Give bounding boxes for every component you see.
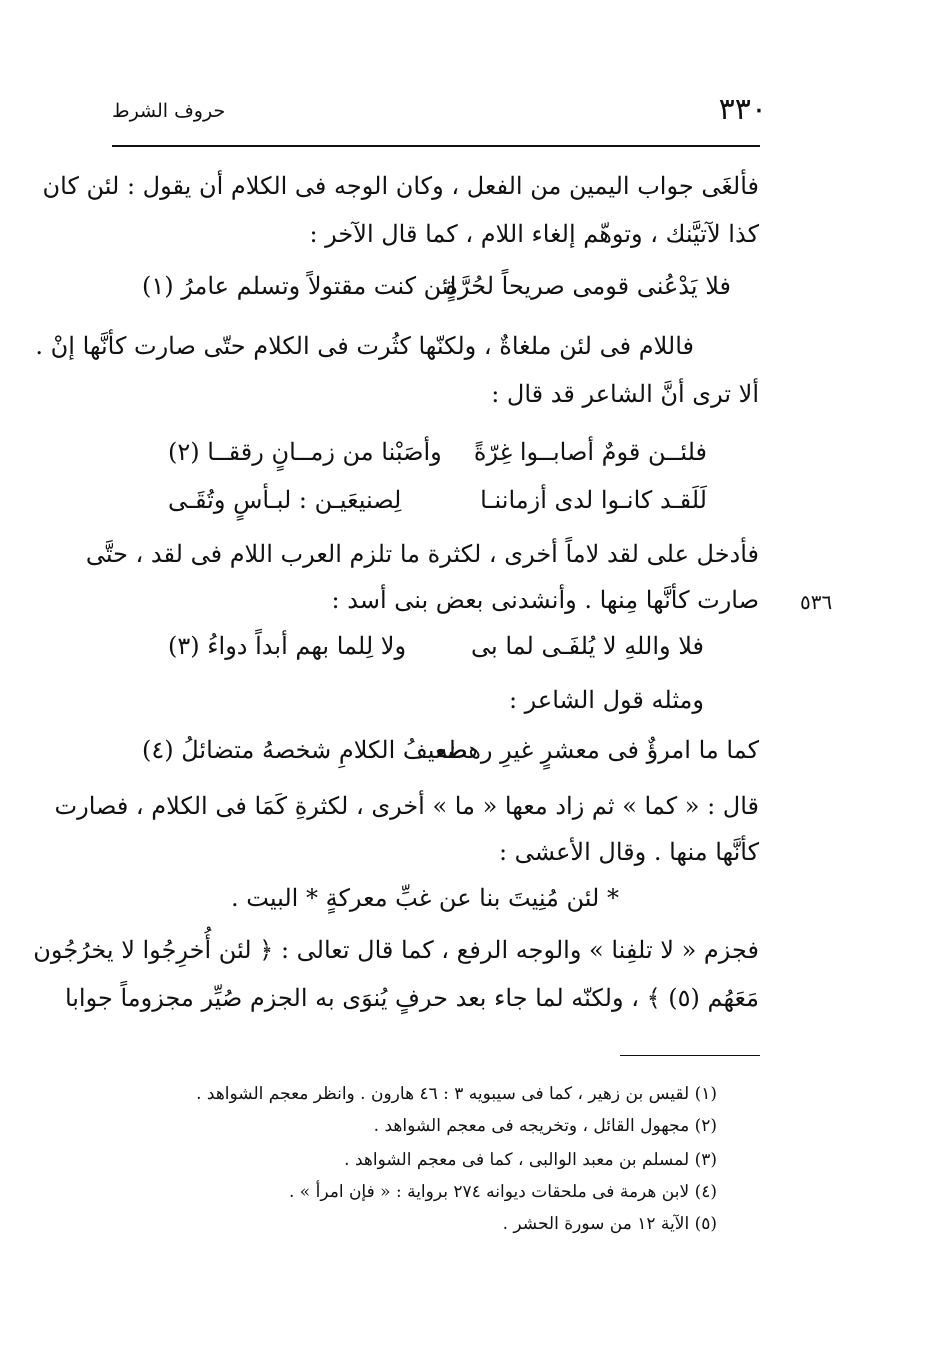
margin-page-reference: ٥٣٦	[800, 590, 833, 614]
verse-hemistich-right: فلئــن قومٌ أصابــوا غِرّةً	[473, 438, 707, 466]
text-line: مَعَهُم (٥) ﴾ ، ولكنّه لما جاء بعد حرفٍ يُنوَى به الجزم صُيِّر مجزوماً جوابا	[64, 984, 759, 1012]
text-line: فألغَى جواب اليمين من الفعل ، وكان الوجه فى الكلام أن يقول : لئن كان	[42, 172, 759, 200]
text-line: ألا ترى أنَّ الشاعر قد قال :	[491, 380, 759, 408]
footnote: (١) لقيس بن زهير ، كما فى سيبويه ٣ : ٤٦ هارون . وانظر معجم الشواهد .	[196, 1084, 717, 1104]
verse-hemistich-right: كما ما امرؤٌ فى معشرٍ غيرِ رهطه	[435, 736, 759, 764]
text-line: فأدخل على لقد لاماً أخرى ، لكثرة ما تلزم العرب اللام فى لقد ، حتَّى	[85, 540, 759, 568]
text-line: فجزم « لا تلفِنا » والوجه الرفع ، كما قال تعالى : ﴿ لئن أُخرِجُوا لا يخرُجُون	[33, 936, 759, 964]
verse-hemistich-right: فلا يَدْعُنى قومى صريحاً لحُرَّةٍ	[445, 272, 731, 300]
verse-hemistich-left: ولا لِلما بهم أبداً دواءُ (٣)	[168, 632, 407, 660]
text-line: كذا لآتيَّنك ، وتوهّم إلغاء اللام ، كما قال الآخر :	[309, 220, 759, 248]
verse-hemistich-left: ضعيفُ الكلامِ شخصهُ متضائلُ (٤)	[142, 736, 467, 764]
page-number: ٣٣٠	[718, 92, 767, 127]
quoted-verse: * لئن مُنِيتَ بنا عن غبِّ معركةٍ * البيت .	[231, 884, 619, 912]
text-line: كأنَّها منها . وقال الأعشى :	[498, 838, 759, 866]
running-title: حروف الشرط	[112, 100, 226, 122]
footnote: (٣) لمسلم بن معبد الوالبى ، كما فى معجم الشواهد .	[344, 1150, 717, 1170]
verse-hemistich-right: فلا واللهِ لا يُلفَـى لما بى	[471, 632, 704, 660]
footnote: (٢) مجهول القائل ، وتخريجه فى معجم الشواهد .	[373, 1116, 717, 1136]
text-line: فاللام فى لئن ملغاةٌ ، ولكنّها كثُرت فى الكلام حتّى صارت كأنَّها إنْ .	[35, 332, 694, 360]
verse-hemistich-left: وأصَبْنا من زمــانٍ رققــا (٢)	[168, 438, 442, 466]
text-line: صارت كأنَّها مِنها . وأنشدنى بعض بنى أسد :	[331, 586, 759, 614]
verse-hemistich-left: لئن كنت مقتولاً وتسلم عامرُ (١)	[142, 272, 457, 300]
text-line: ومثله قول الشاعر :	[508, 686, 704, 714]
verse-hemistich-left: لِصنيعَيـن : لبـأسٍ وتُقَـى	[168, 486, 402, 514]
footnote-rule	[620, 1055, 760, 1056]
header-rule	[112, 145, 760, 147]
text-line: قال : « كما » ثم زاد معها « ما » أخرى ، لكثرةِ كَمَا فى الكلام ، فصارت	[54, 792, 759, 820]
footnote: (٤) لابن هرمة فى ملحقات ديوانه ٢٧٤ برواية : « فإن امرأ » .	[289, 1182, 717, 1202]
verse-hemistich-right: لَلَقـد كانـوا لدى أزماننـا	[480, 486, 707, 514]
footnote: (٥) الآية ١٢ من سورة الحشر .	[502, 1214, 717, 1234]
